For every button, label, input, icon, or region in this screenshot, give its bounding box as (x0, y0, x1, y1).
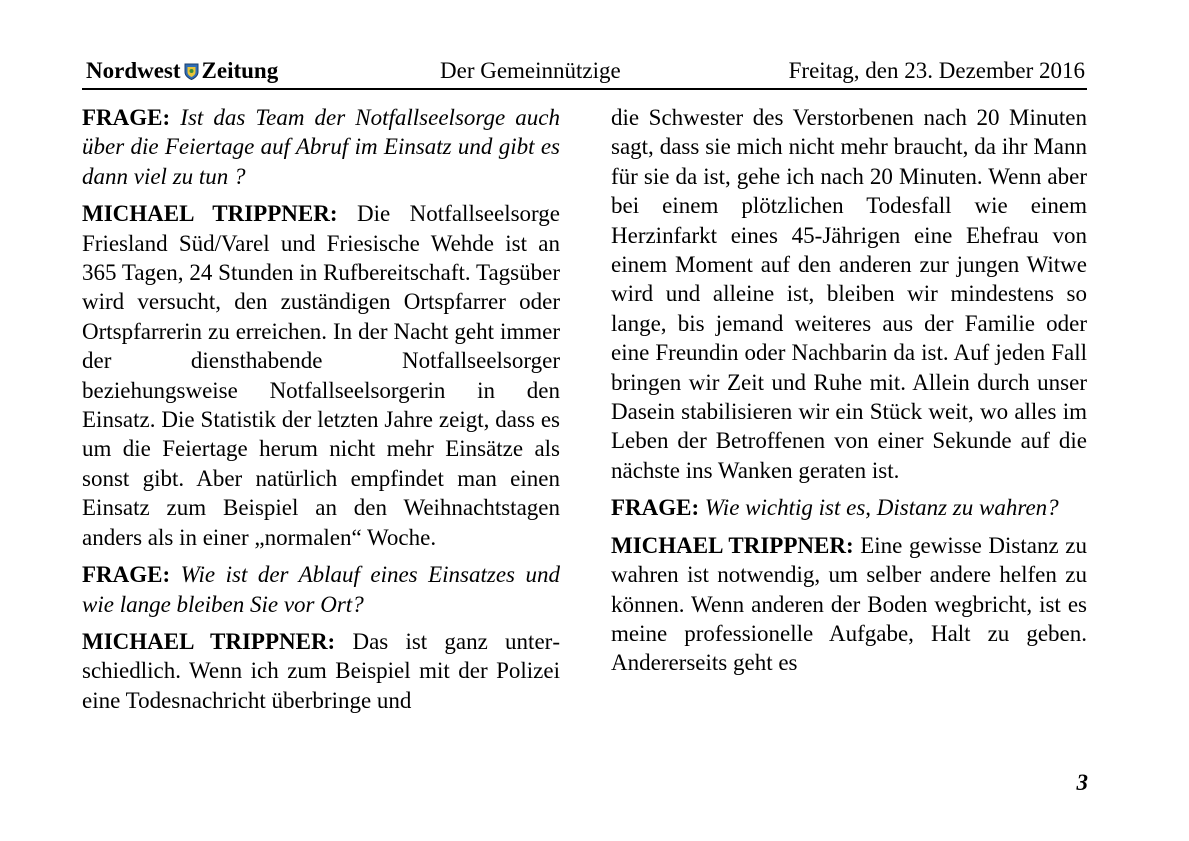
issue-date: Freitag, den 23. Dezember 2016 (788, 58, 1085, 83)
answer-text: die Schwester des Verstorbenen nach 20 Minuten sagt, dass sie mich nicht mehr braucht, da ihr Mann für sie da ist, gehe ich nach 20 Minuten. Wenn aber bei einem plötzlichen Todesfall wie einem Herzinfarkt eines 45-Jährigen eine Ehefrau von einem Moment auf den anderen zur jungen Witwe wird und alleine ist, bleiben wir mindestens so lange, bis jemand weiteres aus der Familie oder eine Freundin oder Nachbarin da ist. Auf jeden Fall bringen wir Zeit und Ruhe mit. Allein durch unser Dasein stabilisieren wir ein Stück weit, wo alles im Leben der Betroffenen von einer Sekunde auf die nächste ins Wanken geraten ist. (611, 105, 1087, 483)
answer-continuation (611, 103, 1087, 485)
page-number: 3 (1076, 770, 1088, 795)
answer-paragraph (82, 199, 560, 552)
answer-label: MICHAEL TRIPPNER: (82, 201, 338, 227)
newspaper-brand (86, 58, 278, 84)
question-text: Ist das Team der Notfallseelsorge auch über die Feiertage auf Abruf im Einsatz und gibt es dann viel zu tun ? (82, 105, 561, 189)
question-paragraph (82, 560, 560, 619)
brand-name-part1: Nordwest (86, 58, 181, 83)
question-label: FRAGE: (82, 105, 171, 130)
question-label: FRAGE: (611, 495, 700, 521)
brand-name-part2: Zeitung (201, 58, 279, 83)
section-title: Der Gemeinnützige (440, 58, 621, 83)
answer-label: MICHAEL TRIPPNER: (611, 532, 854, 558)
question-text: Wie wichtig ist es, Distanz zu wahren? (704, 495, 1059, 521)
answer-text: Eine gewisse Distanz zu wahren ist notwendig, um selber andere helfen zu können. Wenn anderen der Boden wegbricht, ist es meine professionelle Aufgabe, Halt zu geben. Andererseits geht es (611, 532, 1088, 676)
answer-text: Das ist ganz unterschiedlich. Wenn ich zum Beispiel mit der Polizei eine Todesnachricht überbringe und (82, 628, 560, 713)
header-rule (82, 88, 1087, 90)
question-text: Wie ist der Ablauf eines Einsatzes und wie lange bleiben Sie vor Ort? (82, 562, 560, 617)
right-column (611, 103, 1087, 686)
answer-paragraph (611, 531, 1087, 678)
question-paragraph (82, 103, 560, 191)
left-column (82, 103, 560, 723)
answer-paragraph (82, 627, 560, 715)
page-header (82, 58, 1085, 88)
question-label: FRAGE: (82, 562, 171, 588)
question-paragraph (611, 493, 1087, 522)
coat-of-arms-icon (184, 63, 199, 80)
answer-text: Die Notfallseelsorge Friesland Süd/Varel und Friesische Wehde ist an 365 Tagen, 24 Stunden in Rufbereitschaft. Tagsüber wird versucht, den zuständigen Ortspfarrer oder Ortspfarrerin zu erreichen. In der Nacht geht immer der diensthabende Notfallseelsorger beziehungsweise Notfallseelsorgerin in den Einsatz. Die Statistik der letzten Jahre zeigt, dass es um die Feiertage herum nicht mehr Einsätze als sonst gibt. Aber natürlich empfindet man einen Einsatz zum Beispiel an den Weihnachtstagen anders als in einer „normalen“ Woche. (82, 201, 560, 550)
answer-label: MICHAEL TRIPPNER: (82, 628, 336, 654)
